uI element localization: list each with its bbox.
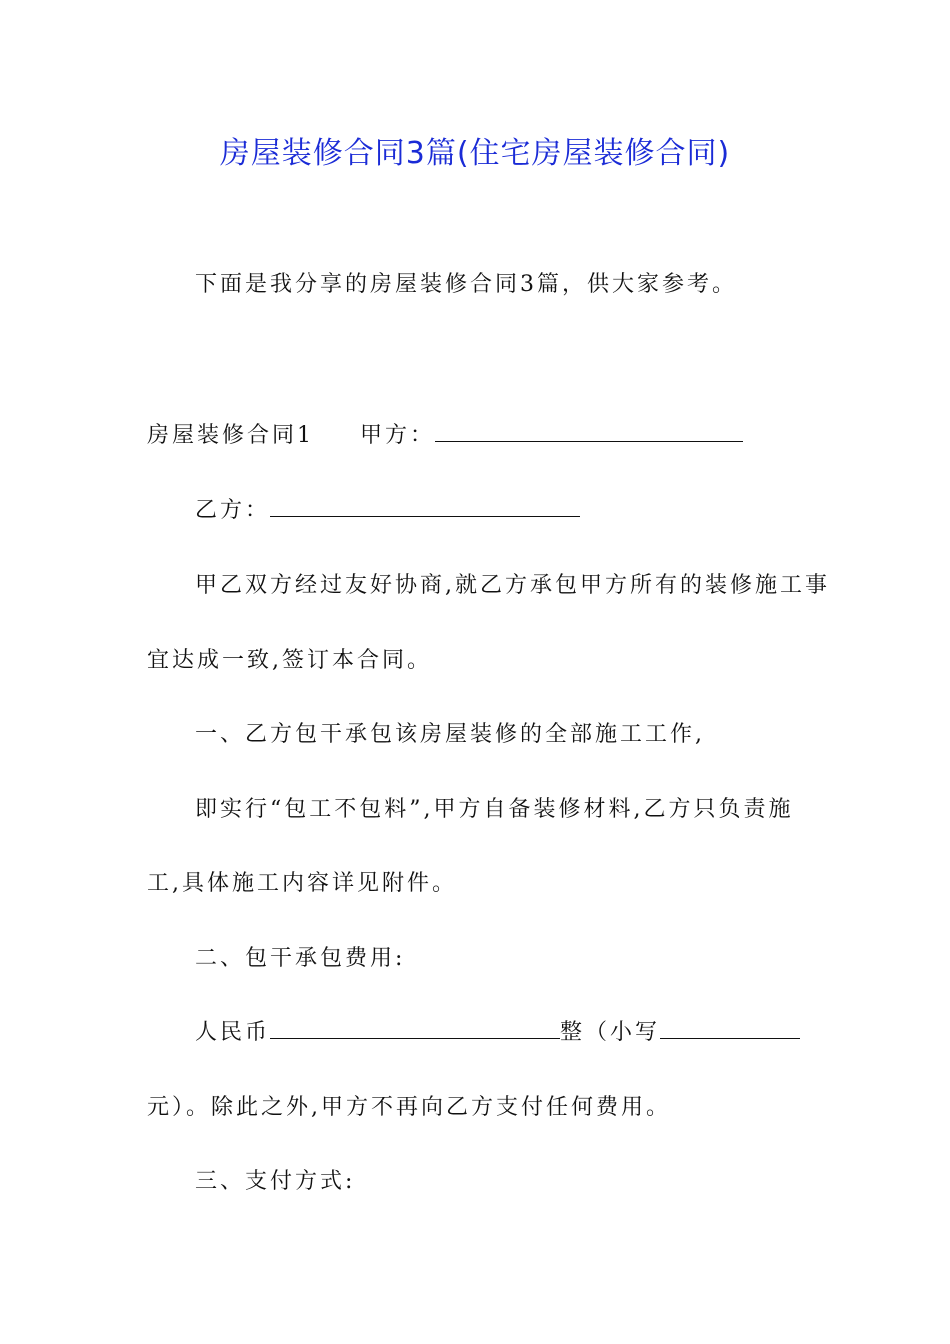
- fee-line2: 元）。除此之外,甲方不再向乙方支付任何费用。: [147, 1095, 671, 1120]
- clause1-line1: 即实行“包工不包料”,甲方自备装修材料,乙方只负责施: [195, 797, 794, 822]
- intro-text: 下面是我分享的房屋装修合同3篇，供大家参考。: [195, 272, 737, 297]
- clause1-line2: 工,具体施工内容详见附件。: [147, 871, 457, 896]
- party-b-label: 乙方：: [195, 498, 271, 523]
- clause3-heading: 三、支付方式:: [195, 1169, 356, 1194]
- fee-amount-blank: [270, 1016, 560, 1039]
- para1-line2: 宜达成一致,签订本合同。: [147, 648, 432, 673]
- para1-line1: 甲乙双方经过友好协商,就乙方承包甲方所有的装修施工事: [195, 573, 830, 598]
- section-heading: 房屋装修合同1: [147, 423, 314, 448]
- contract-header-line: [147, 419, 743, 453]
- clause2-heading: 二、包干承包费用:: [195, 946, 406, 971]
- party-a-label: 甲方：: [360, 423, 436, 448]
- party-b-blank: [270, 494, 580, 517]
- fee-line: [195, 1016, 800, 1050]
- party-a-blank: [435, 419, 743, 442]
- party-b-line: [195, 494, 580, 528]
- document-title: 房屋装修合同3篇(住宅房屋装修合同): [219, 136, 731, 171]
- clause1-heading: 一、乙方包干承包该房屋装修的全部施工工作,: [195, 722, 705, 747]
- fee-lowercase-blank: [660, 1016, 800, 1039]
- fee-middle: 整（小写: [560, 1020, 661, 1045]
- fee-prefix: 人民币: [195, 1020, 271, 1045]
